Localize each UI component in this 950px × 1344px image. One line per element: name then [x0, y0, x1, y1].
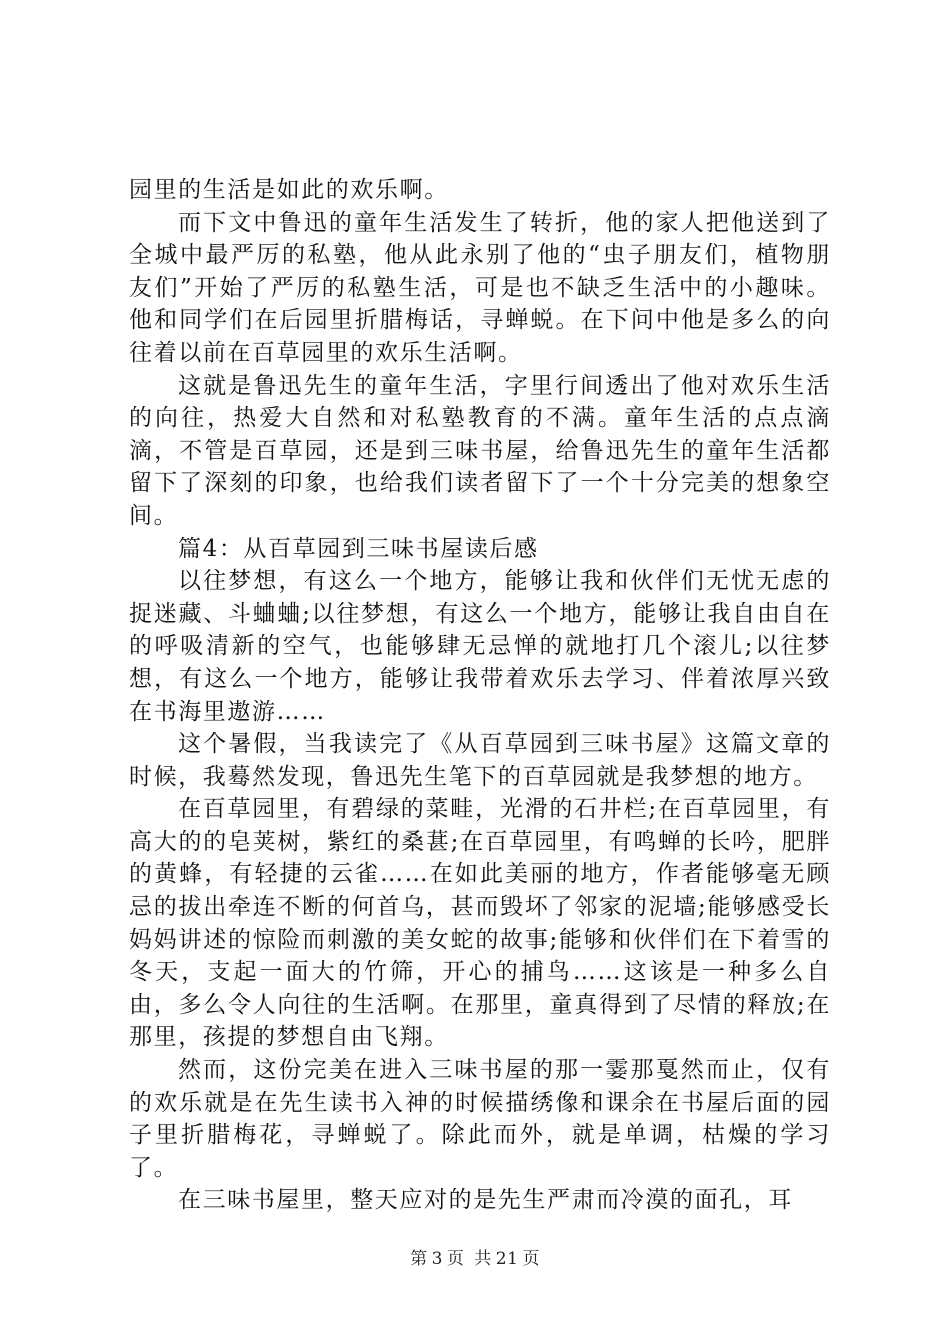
paragraph: 这个暑假，当我读完了《从百草园到三味书屋》这篇文章的时候，我蓦然发现，鲁迅先生笔下的百草园就是我梦想的地方。 [129, 731, 831, 790]
paragraph: 然而，这份完美在进入三味书屋的那一霎那戛然而止，仅有的欢乐就是在先生读书入神的时候描绣像和课余在书屋后面的园子里折腊梅花，寻蝉蜕了。除此而外，就是单调，枯燥的学习了。 [129, 1057, 831, 1181]
document-body [129, 174, 831, 1217]
current-page-number: 3 [431, 1249, 443, 1269]
paragraph-continuation: 园里的生活是如此的欢乐啊。 [129, 177, 449, 203]
paragraph: 在三味书屋里，整天应对的是先生严肃而冷漠的面孔，耳 [178, 1187, 793, 1214]
page-suffix: 页 [446, 1249, 465, 1269]
page-footer [0, 1244, 950, 1269]
paragraph: 而下文中鲁迅的童年生活发生了转折，他的家人把他送到了全城中最严厉的私塾，他从此永别了他的“虫子朋友们，植物朋友们”开始了严厉的私塾生活，可是也不缺乏生活中的小趣味。他和同学们在后园里折腊梅话，寻蝉蜕。在下问中他是多么的向往着以前在百草园里的欢乐生活啊。 [129, 209, 831, 366]
paragraph: 以往梦想，有这么一个地方，能够让我和伙伴们无忧无虑的捉迷藏、斗蛐蛐;以往梦想，有这么一个地方，能够让我自由自在的呼吸清新的空气，也能够肆无忌惮的就地打几个滚儿;以往梦想，有这么一个地方，能够让我带着欢乐去学习、伴着浓厚兴致在书海里遨游…… [129, 568, 831, 725]
section-heading: 篇4：从百草园到三味书屋读后感 [178, 535, 539, 562]
paragraph: 在百草园里，有碧绿的菜畦，光滑的石井栏;在百草园里，有高大的的皂荚树，紫红的桑葚;在百草园里，有鸣蝉的长吟，肥胖的黄蜂，有轻捷的云雀……在如此美丽的地方，作者能够毫无顾忌的拔出牵连不断的何首乌，甚而毁坏了邻家的泥墙;能够感受长妈妈讲述的惊险而刺激的美女蛇的故事;能够和伙伴们在下着雪的冬天，支起一面大的竹筛，开心的捕鸟……这该是一种多么自由，多么令人向往的生活啊。在那里，童真得到了尽情的释放;在那里，孩提的梦想自由飞翔。 [129, 796, 831, 1051]
total-pages-number: 21 [495, 1249, 519, 1269]
total-prefix: 共 [474, 1249, 492, 1269]
page-prefix: 第 [410, 1249, 428, 1269]
total-suffix: 页 [522, 1249, 540, 1269]
paragraph: 这就是鲁迅先生的童年生活，字里行间透出了他对欢乐生活的向往，热爱大自然和对私塾教育的不满。童年生活的点点滴滴，不管是百草园，还是到三味书屋，给鲁迅先生的童年生活都留下了深刻的印象，也给我们读者留下了一个十分完美的想象空间。 [129, 372, 831, 529]
